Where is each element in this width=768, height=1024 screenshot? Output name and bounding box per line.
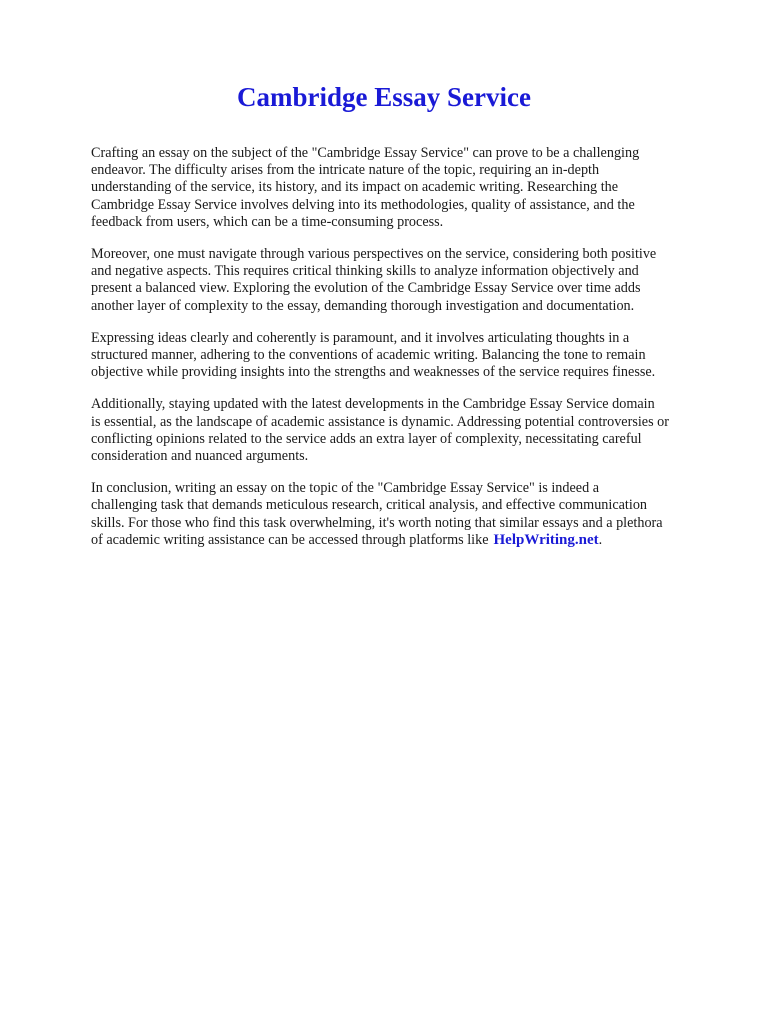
text-line: skills. For those who find this task overwhelming, it's worth noting that similar essays and a plethora xyxy=(91,514,663,531)
link-suffix-text: . xyxy=(598,531,603,548)
text-line: conflicting opinions related to the service adds an extra layer of complexity, necessitating careful xyxy=(91,430,642,447)
text-line: and negative aspects. This requires critical thinking skills to analyze information objectively and xyxy=(91,263,639,280)
text-line: objective while providing insights into the strengths and weaknesses of the service requires finesse. xyxy=(91,364,656,381)
paragraph-5 xyxy=(91,480,731,549)
text-line: present a balanced view. Exploring the evolution of the Cambridge Essay Service over time adds xyxy=(91,280,641,297)
paragraph-3 xyxy=(91,330,731,382)
text-line: challenging task that demands meticulous research, critical analysis, and effective communication xyxy=(91,497,648,514)
document-body xyxy=(91,145,731,564)
page-title: Cambridge Essay Service xyxy=(237,82,531,112)
paragraph-4 xyxy=(91,396,731,465)
text-line: Additionally, staying updated with the latest developments in the Cambridge Essay Service domain xyxy=(91,396,655,413)
text-line: feedback from users, which can be a time-consuming process. xyxy=(91,213,444,230)
text-line: understanding of the service, its history, and its impact on academic writing. Researching the xyxy=(91,179,619,196)
paragraph-2 xyxy=(91,246,731,315)
text-line: is essential, as the landscape of academic assistance is dynamic. Addressing potential controversies or xyxy=(91,413,669,430)
helpwriting-link[interactable]: HelpWriting.net xyxy=(493,531,599,548)
text-line: another layer of complexity to the essay, demanding thorough investigation and documentation. xyxy=(91,297,635,314)
text-line-with-link xyxy=(91,532,731,549)
text-line: endeavor. The difficulty arises from the intricate nature of the topic, requiring an in-depth xyxy=(91,162,600,179)
text-line: Expressing ideas clearly and coherently is paramount, and it involves articulating thoughts in a xyxy=(91,329,630,346)
link-prefix-text: of academic writing assistance can be accessed through platforms like xyxy=(91,531,489,548)
text-line: Cambridge Essay Service involves delving into its methodologies, quality of assistance, and the xyxy=(91,196,635,213)
text-line: Crafting an essay on the subject of the "Cambridge Essay Service" can prove to be a challenging xyxy=(91,145,640,161)
text-line: Moreover, one must navigate through various perspectives on the service, considering both positive xyxy=(91,246,657,263)
paragraph-1 xyxy=(91,145,731,231)
text-line: structured manner, adhering to the conventions of academic writing. Balancing the tone to remain xyxy=(91,347,646,364)
text-line: consideration and nuanced arguments. xyxy=(91,448,309,465)
text-line: In conclusion, writing an essay on the topic of the "Cambridge Essay Service" is indeed a xyxy=(91,480,600,497)
